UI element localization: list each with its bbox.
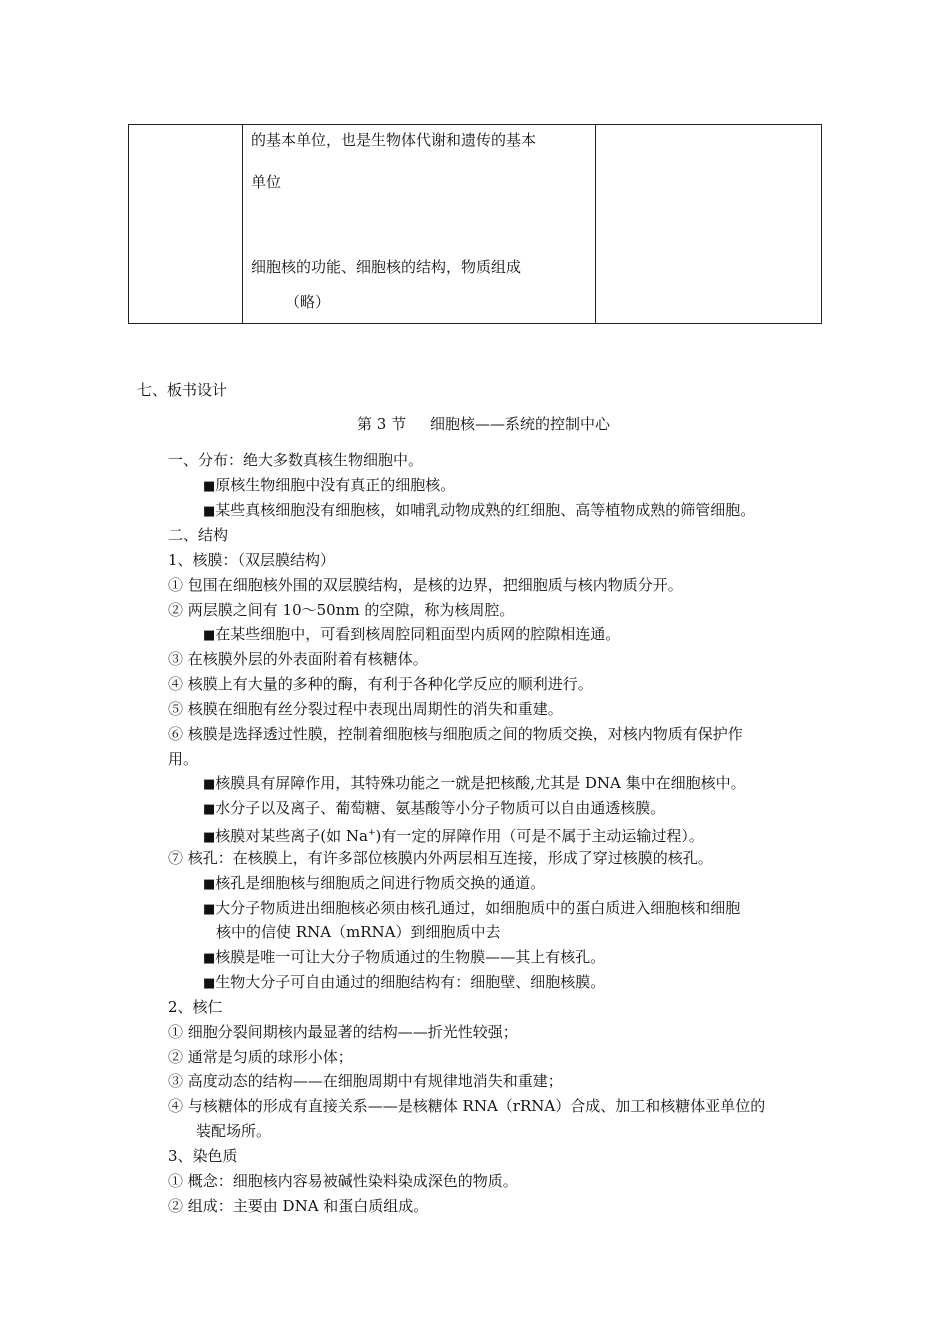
paragraph: ② 两层膜之间有 10～50nm 的空隙，称为核周腔。 bbox=[168, 601, 515, 619]
bullet-item bbox=[203, 947, 605, 969]
paragraph: ① 细胞分裂间期核内最显著的结构——折光性较强； bbox=[168, 1023, 518, 1041]
section-heading: 七、板书设计 bbox=[137, 381, 228, 399]
paragraph: ③ 高度动态的结构——在细胞周期中有规律地消失和重建； bbox=[168, 1072, 563, 1090]
paragraph: ② 通常是匀质的球形小体； bbox=[168, 1048, 353, 1066]
lesson-title: 细胞核——系统的控制中心 bbox=[430, 415, 611, 433]
paragraph: ⑥ 核膜是选择透过性膜，控制着细胞核与细胞质之间的物质交换，对核内物质有保护作 bbox=[168, 725, 743, 743]
bullet-square-icon: ■ bbox=[203, 976, 216, 991]
paragraph: 3、染色质 bbox=[168, 1147, 238, 1165]
bullet-text: 生物大分子可自由通过的细胞结构有：细胞壁、细胞核膜。 bbox=[215, 973, 606, 991]
paragraph: ① 概念：细胞核内容易被碱性染料染成深色的物质。 bbox=[168, 1172, 518, 1190]
bullet-text: 核膜具有屏障作用，其特殊功能之一就是把核酸,尤其是 DNA 集中在细胞核中。 bbox=[215, 774, 746, 792]
bullet-item bbox=[203, 500, 755, 522]
paragraph: ⑤ 核膜在细胞有丝分裂过程中表现出周期性的消失和重建。 bbox=[168, 700, 563, 718]
bullet-square-icon: ■ bbox=[203, 830, 216, 845]
bullet-square-icon: ■ bbox=[203, 504, 216, 519]
table-cell-text: 的基本单位，也是生物体代谢和遗传的基本 bbox=[251, 131, 537, 149]
table-cell-text: （略） bbox=[285, 293, 331, 311]
summary-table bbox=[128, 124, 822, 324]
bullet-square-icon: ■ bbox=[203, 951, 216, 966]
paragraph: ③ 在核膜外层的外表面附着有核糖体。 bbox=[168, 650, 428, 668]
table-cell-text: 单位 bbox=[251, 173, 282, 191]
paragraph: 二、结构 bbox=[168, 526, 229, 544]
paragraph: 2、核仁 bbox=[168, 998, 223, 1016]
bullet-text: 核膜对某些离子(如 Na bbox=[215, 827, 368, 845]
bullet-square-icon: ■ bbox=[203, 877, 216, 892]
bullet-text: 大分子物质进出细胞核必须由核孔通过，如细胞质中的蛋白质进入细胞核和细胞 bbox=[215, 899, 741, 917]
paragraph: 核中的信使 RNA（mRNA）到细胞质中去 bbox=[216, 923, 501, 941]
bullet-text: 水分子以及离子、葡萄糖、氨基酸等小分子物质可以自由通透核膜。 bbox=[215, 799, 666, 817]
paragraph: ① 包围在细胞核外围的双层膜结构，是核的边界，把细胞质与核内物质分开。 bbox=[168, 576, 683, 594]
table-column-divider bbox=[242, 125, 243, 323]
paragraph: 一、分布：绝大多数真核生物细胞中。 bbox=[168, 451, 424, 469]
bullet-item bbox=[203, 972, 605, 994]
paragraph: 装配场所。 bbox=[196, 1122, 272, 1140]
bullet-text: 某些真核细胞没有细胞核，如哺乳动物成熟的红细胞、高等植物成熟的筛管细胞。 bbox=[215, 501, 756, 519]
bullet-square-icon: ■ bbox=[203, 628, 216, 643]
table-cell-text: 细胞核的功能、细胞核的结构，物质组成 bbox=[251, 258, 522, 276]
table-column-divider bbox=[595, 125, 596, 323]
paragraph: 1、核膜：（双层膜结构） bbox=[168, 551, 336, 569]
bullet-text: 原核生物细胞中没有真正的细胞核。 bbox=[215, 476, 456, 494]
bullet-item bbox=[203, 798, 665, 820]
bullet-square-icon: ■ bbox=[203, 777, 216, 792]
lesson-number: 第 3 节 bbox=[357, 415, 407, 433]
bullet-square-icon: ■ bbox=[203, 479, 216, 494]
bullet-item bbox=[203, 873, 545, 895]
bullet-item bbox=[203, 624, 620, 646]
bullet-text: 核膜是唯一可让大分子物质通过的生物膜——其上有核孔。 bbox=[215, 948, 606, 966]
paragraph: ② 组成：主要由 DNA 和蛋白质组成。 bbox=[168, 1197, 429, 1215]
paragraph: 用。 bbox=[168, 750, 199, 768]
bullet-item bbox=[203, 898, 740, 920]
bullet-item bbox=[203, 773, 746, 795]
bullet-item bbox=[203, 823, 704, 848]
bullet-text: 在某些细胞中，可看到核周腔同粗面型内质网的腔隙相连通。 bbox=[215, 625, 621, 643]
paragraph: ⑦ 核孔：在核膜上，有许多部位核膜内外两层相互连接，形成了穿过核膜的核孔。 bbox=[168, 849, 713, 867]
bullet-text: )有一定的屏障作用（可是不属于主动运输过程）。 bbox=[375, 827, 704, 845]
paragraph: ④ 与核糖体的形成有直接关系——是核糖体 RNA（rRNA）合成、加工和核糖体亚单位的 bbox=[168, 1097, 766, 1115]
bullet-text: 核孔是细胞核与细胞质之间进行物质交换的通道。 bbox=[215, 874, 546, 892]
superscript: + bbox=[368, 828, 376, 838]
bullet-square-icon: ■ bbox=[203, 902, 216, 917]
bullet-square-icon: ■ bbox=[203, 802, 216, 817]
paragraph: ④ 核膜上有大量的多种的酶，有利于各种化学反应的顺利进行。 bbox=[168, 675, 593, 693]
bullet-item bbox=[203, 475, 455, 497]
